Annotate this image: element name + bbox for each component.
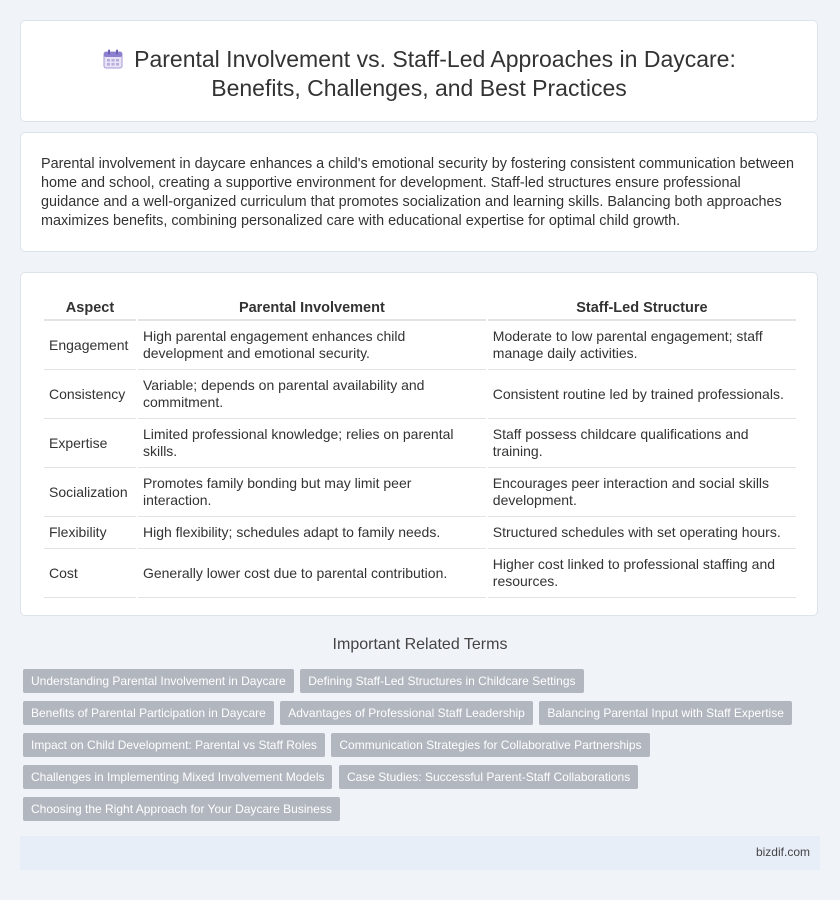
cell-aspect: Engagement bbox=[44, 321, 136, 370]
cell-staff: Staff possess childcare qualifications and training. bbox=[488, 419, 796, 468]
header-parental: Parental Involvement bbox=[138, 294, 486, 321]
cell-aspect: Expertise bbox=[44, 419, 136, 468]
title-line-1: Parental Involvement vs. Staff-Led Approaches in Daycare: bbox=[134, 46, 736, 72]
related-term-tag[interactable]: Communication Strategies for Collaborative Partnerships bbox=[331, 733, 649, 757]
related-term-tag[interactable]: Benefits of Parental Participation in Daycare bbox=[23, 701, 274, 725]
related-term-tag[interactable]: Impact on Child Development: Parental vs Staff Roles bbox=[23, 733, 325, 757]
header-aspect: Aspect bbox=[44, 294, 136, 321]
table-row bbox=[44, 419, 796, 468]
cell-staff: Structured schedules with set operating hours. bbox=[488, 517, 796, 549]
related-term-tag[interactable]: Advantages of Professional Staff Leadership bbox=[280, 701, 533, 725]
cell-parental: High parental engagement enhances child development and emotional security. bbox=[138, 321, 486, 370]
table-row bbox=[44, 517, 796, 549]
cell-parental: Promotes family bonding but may limit peer interaction. bbox=[138, 468, 486, 517]
table-row bbox=[44, 321, 796, 370]
table-row bbox=[44, 370, 796, 419]
footer-bar bbox=[20, 836, 820, 870]
header-staff: Staff-Led Structure bbox=[488, 294, 796, 321]
cell-parental: Generally lower cost due to parental contribution. bbox=[138, 549, 486, 598]
cell-staff: Consistent routine led by trained professionals. bbox=[488, 370, 796, 419]
related-term-tag[interactable]: Choosing the Right Approach for Your Daycare Business bbox=[23, 797, 340, 821]
comparison-table bbox=[42, 294, 798, 598]
table-header-row bbox=[44, 294, 796, 321]
comparison-table-card bbox=[20, 272, 818, 616]
cell-aspect: Consistency bbox=[44, 370, 136, 419]
related-term-tag[interactable]: Case Studies: Successful Parent-Staff Collaborations bbox=[339, 765, 638, 789]
header-card bbox=[20, 20, 818, 122]
cell-staff: Moderate to low parental engagement; staff manage daily activities. bbox=[488, 321, 796, 370]
intro-card bbox=[20, 132, 818, 252]
related-term-tag[interactable]: Understanding Parental Involvement in Daycare bbox=[23, 669, 294, 693]
cell-parental: Limited professional knowledge; relies on parental skills. bbox=[138, 419, 486, 468]
cell-aspect: Cost bbox=[44, 549, 136, 598]
table-row bbox=[44, 549, 796, 598]
cell-aspect: Socialization bbox=[44, 468, 136, 517]
title-line-2: Benefits, Challenges, and Best Practices bbox=[211, 75, 627, 101]
footer-site-link[interactable]: bizdif.com bbox=[755, 845, 810, 859]
intro-text: Parental involvement in daycare enhances a child's emotional security by fostering consistent communication between home and school, creating a supportive environment for development. Staff-led structures ensure professional guidance and a well-organized curriculum that promotes socialization and learning skills. Balancing both approaches maximizes benefits, combining personalized care with educational expertise for optimal child growth. bbox=[41, 156, 795, 229]
related-term-tag[interactable]: Balancing Parental Input with Staff Expertise bbox=[539, 701, 792, 725]
related-term-tag[interactable]: Challenges in Implementing Mixed Involvement Models bbox=[23, 765, 332, 789]
calendar-icon bbox=[102, 48, 124, 70]
related-term-tag[interactable]: Defining Staff-Led Structures in Childcare Settings bbox=[300, 669, 583, 693]
cell-aspect: Flexibility bbox=[44, 517, 136, 549]
cell-parental: High flexibility; schedules adapt to family needs. bbox=[138, 517, 486, 549]
table-row bbox=[44, 468, 796, 517]
cell-parental: Variable; depends on parental availability and commitment. bbox=[138, 370, 486, 419]
cell-staff: Higher cost linked to professional staffing and resources. bbox=[488, 549, 796, 598]
cell-staff: Encourages peer interaction and social skills development. bbox=[488, 468, 796, 517]
page-title bbox=[102, 45, 736, 103]
related-terms-title: Important Related Terms bbox=[332, 636, 508, 653]
related-terms-tags bbox=[23, 669, 803, 829]
